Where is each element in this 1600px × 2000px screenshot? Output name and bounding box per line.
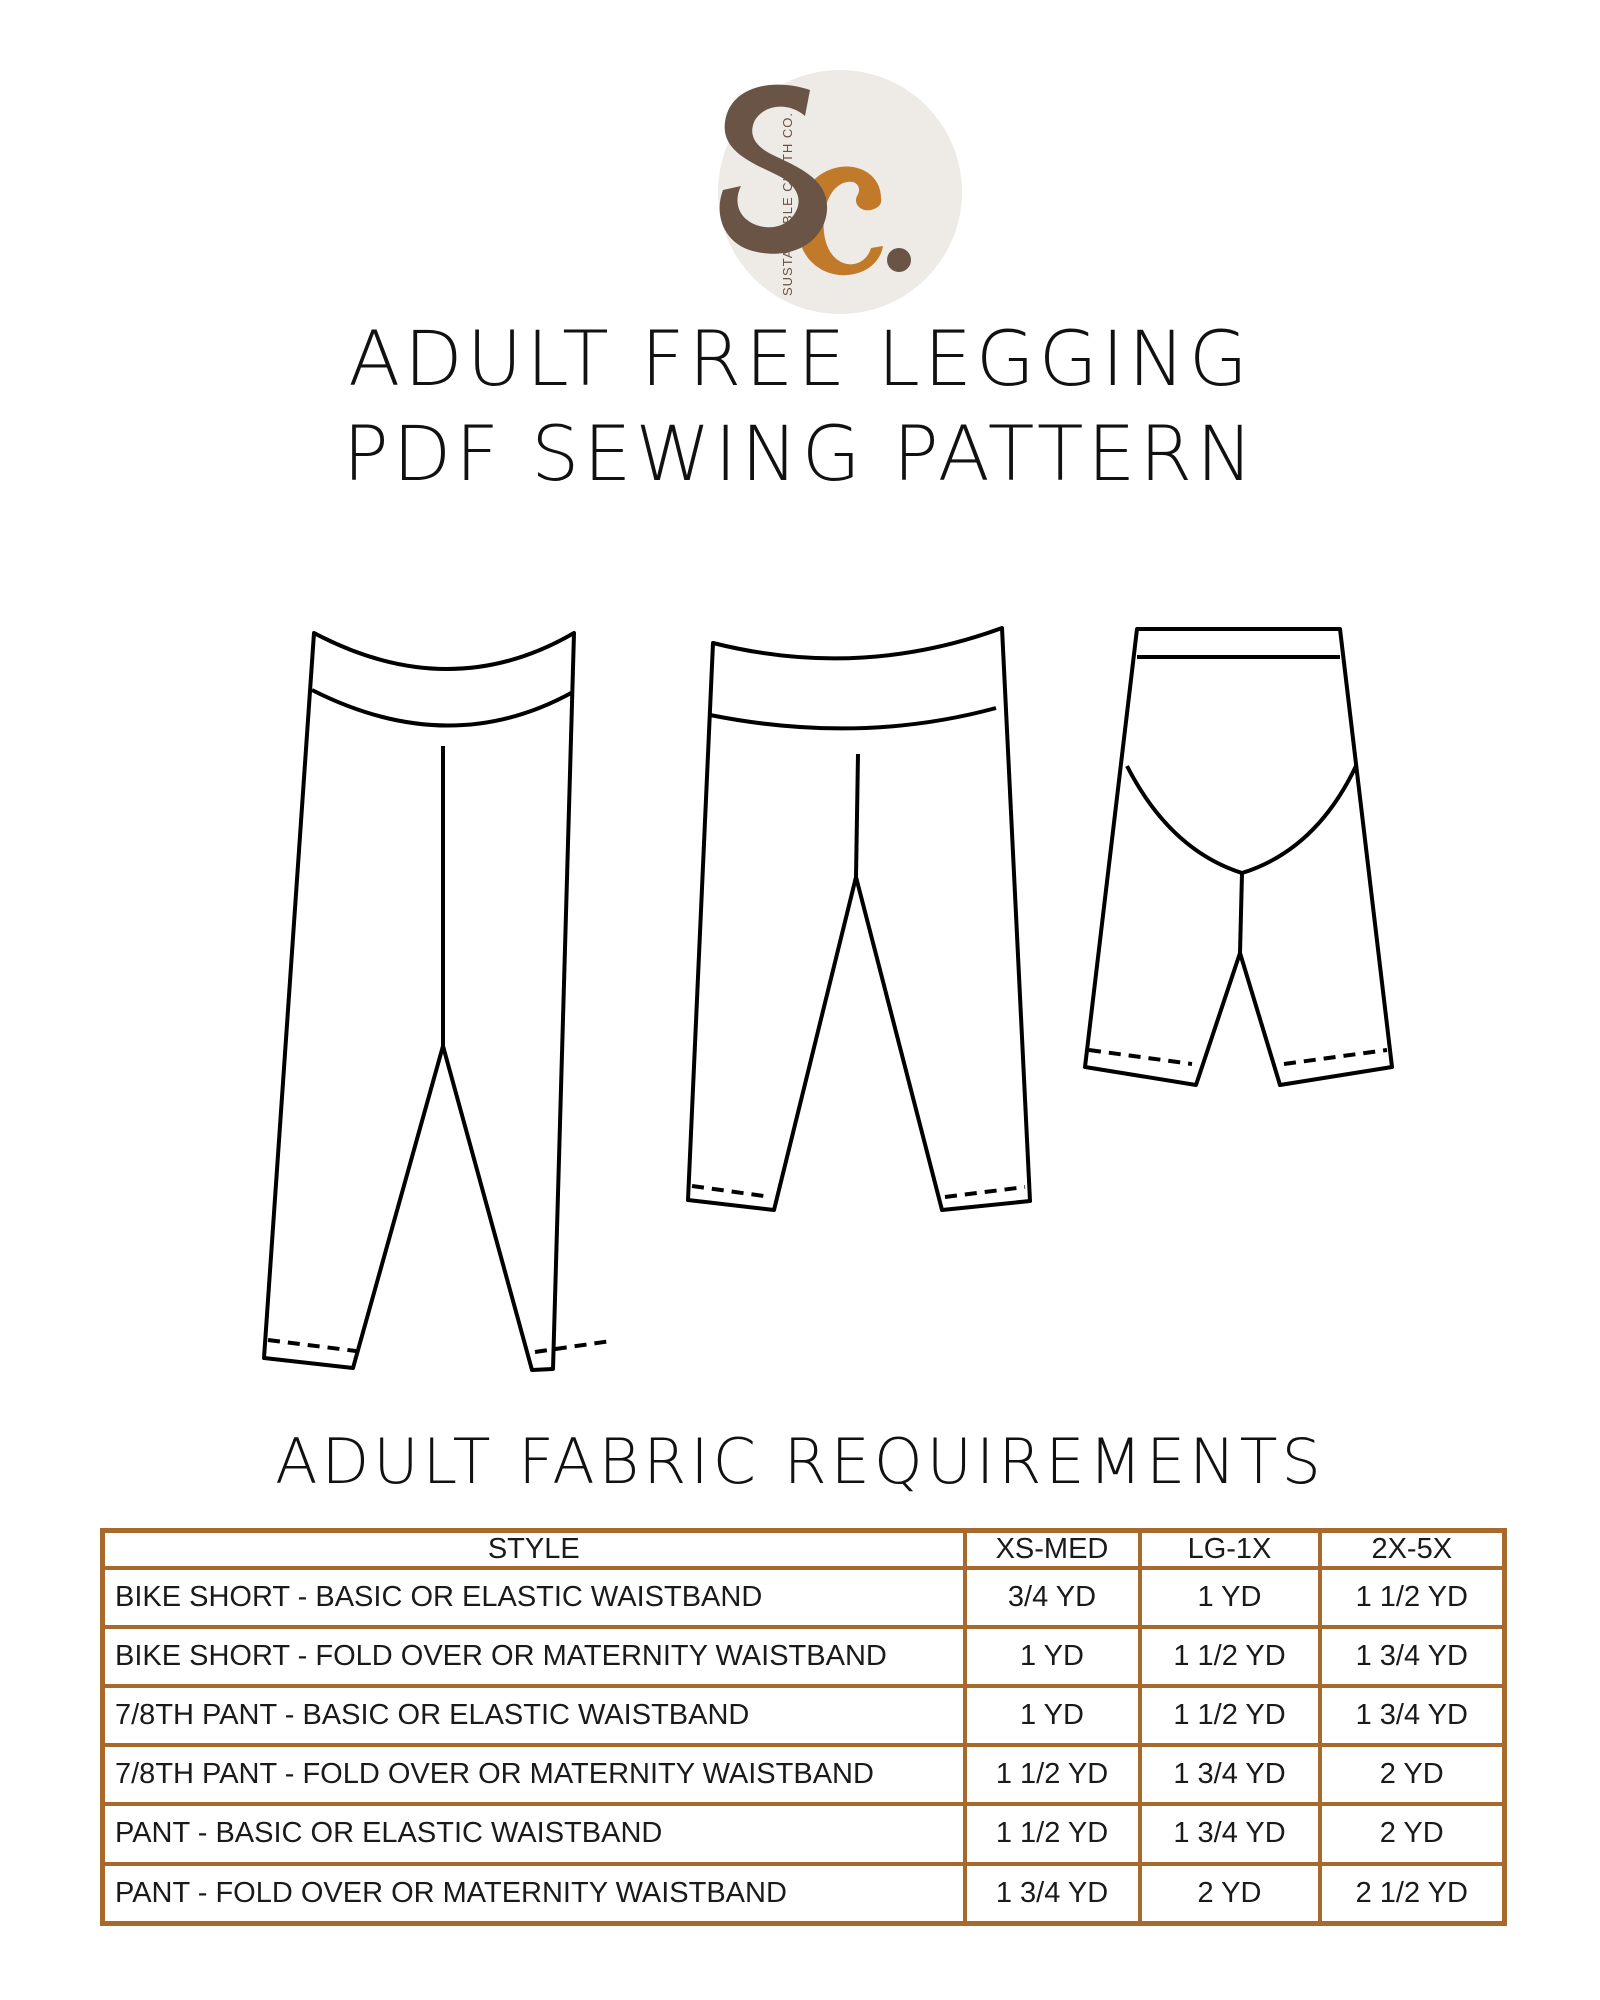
page-title-line2: PDF SEWING PATTERN	[342, 409, 1258, 498]
table-header-row	[103, 1531, 1505, 1569]
yardage-cell: 1 3/4 YD	[1140, 1804, 1320, 1863]
yardage-cell: 2 YD	[1320, 1745, 1505, 1804]
table-row	[103, 1627, 1505, 1686]
yardage-cell: 1 1/2 YD	[965, 1804, 1140, 1863]
yardage-cell: 1 3/4 YD	[1320, 1627, 1505, 1686]
yardage-cell: 2 YD	[1140, 1864, 1320, 1924]
bike-short-icon	[1085, 629, 1392, 1085]
sustainable-cloth-co-logo	[685, 70, 970, 320]
column-header-style: STYLE	[103, 1531, 965, 1569]
pattern-illustrations	[0, 600, 1600, 1400]
table-row	[103, 1864, 1505, 1924]
yardage-cell: 1 1/2 YD	[1140, 1627, 1320, 1686]
fabric-requirements-heading: ADULT FABRIC REQUIREMENTS	[275, 1425, 1325, 1498]
column-header-xs-med: XS-MED	[965, 1531, 1140, 1569]
logo-brand-text: SUSTAINABLE CLOTH CO.	[780, 111, 795, 296]
yardage-cell: 1 3/4 YD	[1320, 1686, 1505, 1745]
yardage-cell: 1 1/2 YD	[965, 1745, 1140, 1804]
style-cell: BIKE SHORT - BASIC OR ELASTIC WAISTBAND	[103, 1568, 965, 1627]
yardage-cell: 1 1/2 YD	[1320, 1568, 1505, 1627]
yardage-cell: 3/4 YD	[965, 1568, 1140, 1627]
table-row	[103, 1804, 1505, 1863]
table-row	[103, 1686, 1505, 1745]
fabric-requirements-table	[100, 1528, 1507, 1926]
yardage-cell: 1 3/4 YD	[1140, 1745, 1320, 1804]
style-cell: 7/8TH PANT - BASIC OR ELASTIC WAISTBAND	[103, 1686, 965, 1745]
yardage-cell: 1 YD	[965, 1686, 1140, 1745]
legging-pant-icon	[264, 633, 611, 1370]
yardage-cell: 1 YD	[965, 1627, 1140, 1686]
table-row	[103, 1745, 1505, 1804]
yardage-cell: 1 YD	[1140, 1568, 1320, 1627]
yardage-cell: 1 3/4 YD	[965, 1864, 1140, 1924]
yardage-cell: 1 1/2 YD	[1140, 1686, 1320, 1745]
legging-78-pant-icon	[688, 628, 1030, 1210]
column-header-lg-1x: LG-1X	[1140, 1531, 1320, 1569]
logo-dot	[887, 248, 911, 272]
style-cell: PANT - FOLD OVER OR MATERNITY WAISTBAND	[103, 1864, 965, 1924]
page-title-line1: ADULT FREE LEGGING	[348, 314, 1252, 403]
style-cell: PANT - BASIC OR ELASTIC WAISTBAND	[103, 1804, 965, 1863]
style-cell: 7/8TH PANT - FOLD OVER OR MATERNITY WAISTBAND	[103, 1745, 965, 1804]
style-cell: BIKE SHORT - FOLD OVER OR MATERNITY WAISTBAND	[103, 1627, 965, 1686]
column-header-2x-5x: 2X-5X	[1320, 1531, 1505, 1569]
table-row	[103, 1568, 1505, 1627]
yardage-cell: 2 YD	[1320, 1804, 1505, 1863]
yardage-cell: 2 1/2 YD	[1320, 1864, 1505, 1924]
